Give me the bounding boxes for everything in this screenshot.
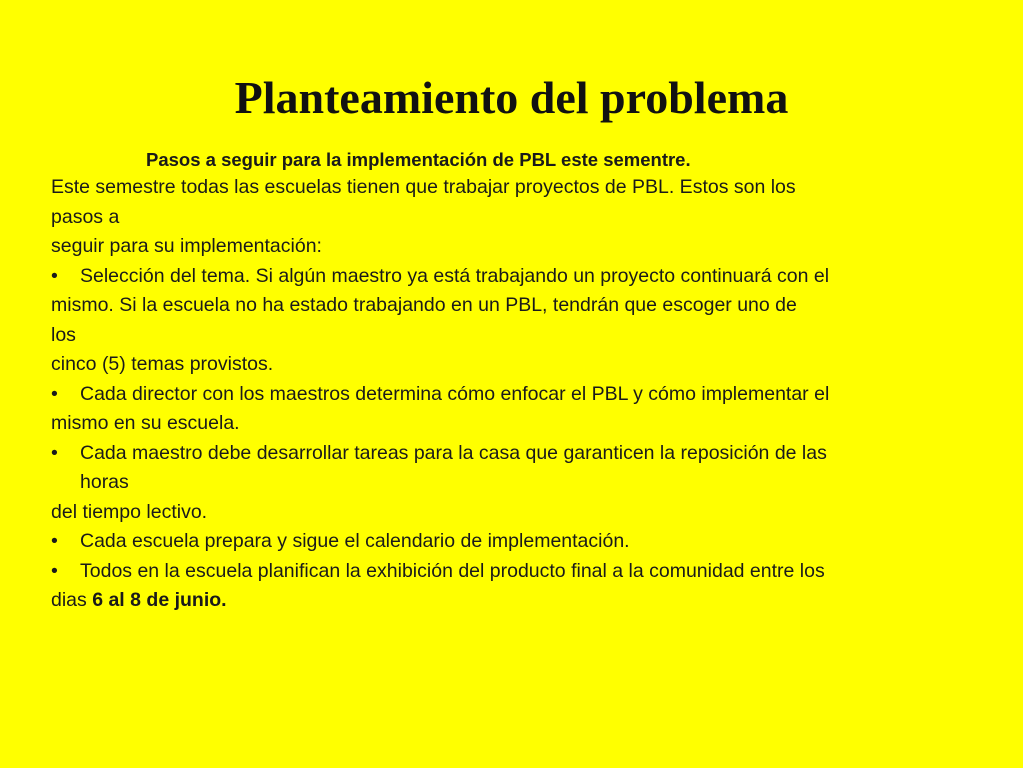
intro-line: Este semestre todas las escuelas tienen que trabajar proyectos de PBL. Estos son los [51, 176, 796, 198]
bullet-icon: • [51, 559, 58, 582]
bullet-item-homework [51, 439, 991, 469]
bullet-continuation: horas [80, 471, 129, 493]
bullet-icon: • [51, 441, 58, 464]
bullet-icon: • [51, 530, 58, 552]
bullet-item-exhibition [51, 557, 991, 587]
slide-title: Planteamiento del problema [234, 72, 789, 123]
intro-line: seguir para su implementación: [51, 235, 322, 257]
bullet-icon: • [51, 264, 58, 287]
bullet-text: Selección del tema. Si algún maestro ya está trabajando un proyecto continuará con el [80, 264, 830, 287]
bullet-item-calendar [51, 527, 991, 557]
dates-prefix: dias [51, 589, 93, 611]
bullet-continuation: del tiempo lectivo. [51, 500, 208, 523]
intro-line: pasos a [51, 205, 120, 228]
bullet-icon: • [51, 382, 58, 405]
exhibition-dates: 6 al 8 de junio. [92, 589, 227, 611]
bullet-item-topic-selection [51, 262, 991, 292]
bullet-continuation: mismo en su escuela. [51, 412, 240, 434]
bullet-item-director-planning [51, 380, 991, 410]
bullet-continuation [51, 586, 991, 616]
bullet-text: Cada director con los maestros determina cómo enfocar el PBL y cómo implementar el [80, 382, 830, 405]
bullet-continuation: cinco (5) temas provistos. [51, 353, 274, 375]
slide-subtitle: Pasos a seguir para la implementación de PBL este sementre. [146, 149, 691, 170]
slide-body [51, 173, 991, 616]
bullet-continuation: los [51, 323, 76, 346]
bullet-text: Todos en la escuela planifican la exhibición del producto final a la comunidad entre los [80, 559, 825, 582]
bullet-text: Cada escuela prepara y sigue el calendario de implementación. [80, 530, 630, 552]
bullet-text: Cada maestro debe desarrollar tareas para la casa que garanticen la reposición de las [80, 441, 827, 464]
bullet-continuation: mismo. Si la escuela no ha estado trabajando en un PBL, tendrán que escoger uno de [51, 294, 797, 316]
